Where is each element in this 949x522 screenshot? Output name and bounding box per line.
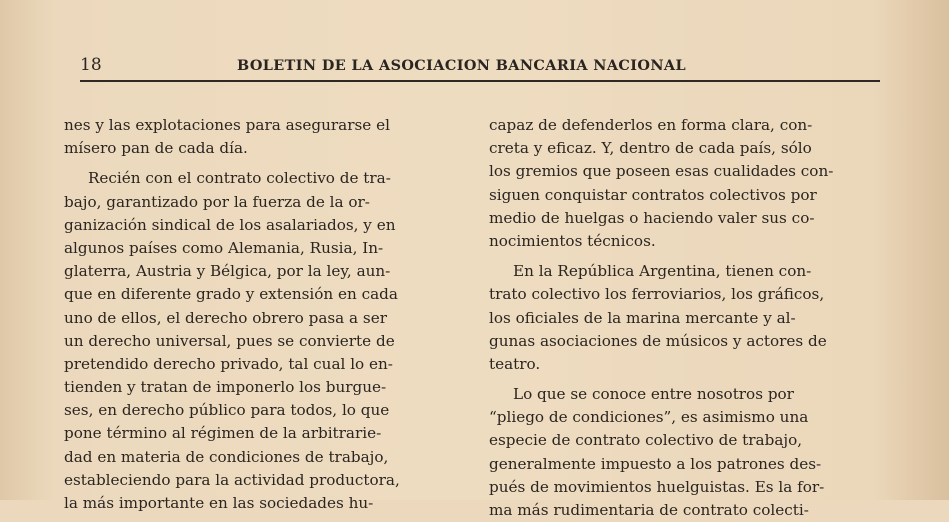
text-line: mísero pan de cada día.	[64, 139, 248, 158]
text-line: la más importante en las sociedades hu-	[64, 494, 374, 512]
text-line: que en diferente grado y extensión en cada	[64, 285, 398, 304]
text-line: un derecho universal, pues se convierte de	[64, 331, 395, 350]
paragraph	[489, 260, 889, 376]
text-line: Recién con el contrato colectivo de tra-	[88, 169, 391, 188]
text-line: ses, en derecho público para todos, lo que	[64, 401, 390, 420]
text-line: los oficiales de la marina mercante y al-	[489, 308, 796, 327]
text-line: nes y las explotaciones para asegurarse el	[64, 116, 390, 134]
text-line: Lo que se conoce entre nosotros por	[513, 385, 794, 404]
left-column	[64, 114, 464, 515]
header-rule	[80, 80, 880, 82]
text-line: ganización sindical de los asalariados, y en	[64, 215, 396, 234]
text-line: gunas asociaciones de músicos y actores de	[489, 331, 827, 350]
text-line: estableciendo para la actividad productora,	[64, 470, 400, 489]
text-line: pretendido derecho privado, tal cual lo en-	[64, 354, 393, 373]
paragraph	[64, 114, 464, 160]
text-line: especie de contrato colectivo de trabajo,	[489, 431, 803, 450]
text-line: algunos países como Alemania, Rusia, In-	[64, 238, 384, 257]
text-line: siguen conquistar contratos colectivos por	[489, 185, 817, 204]
text-line: dad en materia de condiciones de trabajo,	[64, 447, 389, 466]
text-line: nocimientos técnicos.	[489, 231, 656, 250]
text-line: creta y eficaz. Y, dentro de cada país, sólo	[489, 139, 812, 158]
text-line: bajo, garantizado por la fuerza de la or-	[64, 192, 370, 211]
text-line: los gremios que poseen esas cualidades con-	[489, 162, 834, 181]
text-line: tienden y tratan de imponerlo los burgue-	[64, 378, 387, 397]
running-header: BOLETIN DE LA ASOCIACION BANCARIA NACIONAL	[237, 57, 686, 74]
text-line: generalmente impuesto a los patrones des-	[489, 454, 822, 473]
text-line: teatro.	[489, 354, 541, 373]
text-line: glaterra, Austria y Bélgica, por la ley, aun-	[64, 262, 391, 281]
paragraph	[489, 383, 889, 522]
text-line: “pliego de condiciones”, es asimismo una	[489, 408, 809, 427]
page-number: 18	[80, 55, 102, 75]
paragraph	[489, 114, 889, 253]
text-line: capaz de defenderlos en forma clara, con-	[489, 116, 813, 134]
right-column	[489, 114, 889, 522]
paragraph	[64, 167, 464, 515]
text-line: uno de ellos, el derecho obrero pasa a ser	[64, 308, 387, 327]
text-line: trato colectivo los ferroviarios, los gráficos,	[489, 285, 825, 304]
text-line: ma más rudimentaria de contrato colecti-	[489, 501, 809, 519]
text-line: medio de huelgas o haciendo valer sus co-	[489, 208, 815, 227]
text-line: pone término al régimen de la arbitrarie-	[64, 424, 382, 443]
text-line: pués de movimientos huelguistas. Es la for-	[489, 477, 825, 496]
text-line: En la República Argentina, tienen con-	[513, 262, 812, 281]
